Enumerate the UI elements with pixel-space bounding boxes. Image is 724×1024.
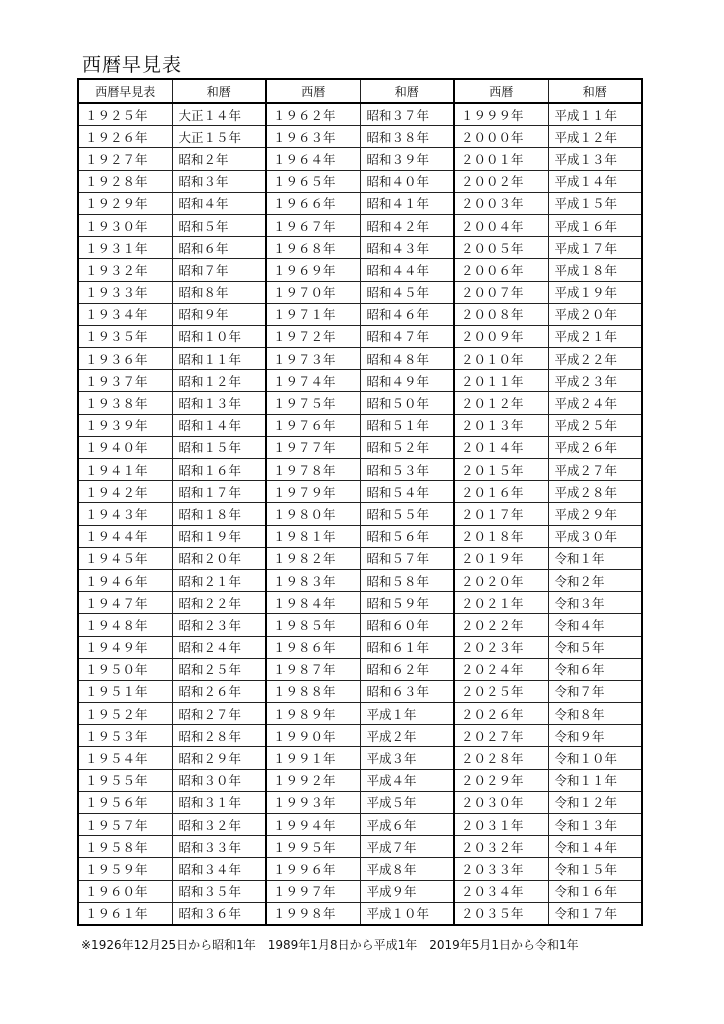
- western-year-cell: ２０２０年: [454, 569, 548, 591]
- japanese-era-cell: 昭和４９年: [360, 370, 454, 392]
- japanese-era-cell: 平成１５年: [548, 192, 642, 214]
- japanese-era-cell: 令和１７年: [548, 902, 642, 925]
- western-year-cell: １９８６年: [266, 636, 360, 658]
- western-year-cell: ２０１６年: [454, 481, 548, 503]
- japanese-era-cell: 平成４年: [360, 769, 454, 791]
- western-year-cell: ２０２３年: [454, 636, 548, 658]
- western-year-cell: １９８８年: [266, 680, 360, 702]
- japanese-era-cell: 昭和１５年: [172, 436, 266, 458]
- western-year-cell: １９７５年: [266, 392, 360, 414]
- table-row: [78, 747, 642, 769]
- western-year-cell: １９８７年: [266, 658, 360, 680]
- table-row: [78, 703, 642, 725]
- japanese-era-cell: 昭和５７年: [360, 547, 454, 569]
- japanese-era-cell: 昭和２９年: [172, 747, 266, 769]
- japanese-era-cell: 昭和４年: [172, 192, 266, 214]
- western-year-cell: １９７２年: [266, 325, 360, 347]
- japanese-era-cell: 平成１０年: [360, 902, 454, 925]
- table-row: [78, 126, 642, 148]
- japanese-era-cell: 平成２７年: [548, 459, 642, 481]
- japanese-era-cell: 昭和１８年: [172, 503, 266, 525]
- japanese-era-cell: 令和６年: [548, 658, 642, 680]
- japanese-era-cell: 昭和２１年: [172, 569, 266, 591]
- western-year-cell: １９８２年: [266, 547, 360, 569]
- japanese-era-cell: 昭和１１年: [172, 348, 266, 370]
- japanese-era-cell: 昭和６年: [172, 237, 266, 259]
- japanese-era-cell: 平成２０年: [548, 303, 642, 325]
- japanese-era-cell: 昭和２４年: [172, 636, 266, 658]
- western-year-cell: １９７４年: [266, 370, 360, 392]
- japanese-era-cell: 令和２年: [548, 569, 642, 591]
- japanese-era-cell: 昭和５５年: [360, 503, 454, 525]
- header-cell: 西暦: [454, 79, 548, 103]
- western-year-cell: ２０２６年: [454, 703, 548, 725]
- japanese-era-cell: 昭和３９年: [360, 148, 454, 170]
- table-row: [78, 436, 642, 458]
- japanese-era-cell: 昭和１９年: [172, 525, 266, 547]
- western-year-cell: １９３０年: [78, 214, 172, 236]
- japanese-era-cell: 昭和５４年: [360, 481, 454, 503]
- western-year-cell: ２０２１年: [454, 592, 548, 614]
- western-year-cell: １９７３年: [266, 348, 360, 370]
- western-year-cell: １９４３年: [78, 503, 172, 525]
- japanese-era-cell: 昭和３１年: [172, 791, 266, 813]
- japanese-era-cell: 昭和３年: [172, 170, 266, 192]
- western-year-cell: １９７７年: [266, 436, 360, 458]
- era-start-note: ※1926年12月25日から昭和1年 1989年1月8日から平成1年 2019年5月1日から令和1年: [81, 938, 579, 952]
- japanese-era-cell: 大正１５年: [172, 126, 266, 148]
- japanese-era-cell: 昭和２６年: [172, 680, 266, 702]
- japanese-era-cell: 昭和３２年: [172, 814, 266, 836]
- japanese-era-cell: 平成３年: [360, 747, 454, 769]
- western-year-cell: ２０２７年: [454, 725, 548, 747]
- japanese-era-cell: 令和１０年: [548, 747, 642, 769]
- western-year-cell: １９３３年: [78, 281, 172, 303]
- header-cell: 和暦: [172, 79, 266, 103]
- table-row: [78, 148, 642, 170]
- western-year-cell: １９９６年: [266, 858, 360, 880]
- japanese-era-cell: 昭和１６年: [172, 459, 266, 481]
- western-year-cell: １９４４年: [78, 525, 172, 547]
- western-year-cell: １９３８年: [78, 392, 172, 414]
- table-row: [78, 592, 642, 614]
- western-year-cell: １９５１年: [78, 680, 172, 702]
- western-year-cell: ２０３５年: [454, 902, 548, 925]
- page-title: 西暦早見表: [82, 54, 183, 76]
- japanese-era-cell: 令和１５年: [548, 858, 642, 880]
- japanese-era-cell: 令和９年: [548, 725, 642, 747]
- western-year-cell: １９９８年: [266, 902, 360, 925]
- western-year-cell: １９９１年: [266, 747, 360, 769]
- japanese-era-cell: 昭和３８年: [360, 126, 454, 148]
- table-row: [78, 680, 642, 702]
- western-year-cell: ２０１２年: [454, 392, 548, 414]
- western-year-cell: １９８１年: [266, 525, 360, 547]
- japanese-era-cell: 令和１２年: [548, 791, 642, 813]
- japanese-era-cell: 昭和２５年: [172, 658, 266, 680]
- table-row: [78, 503, 642, 525]
- western-year-cell: １９９７年: [266, 880, 360, 902]
- japanese-era-cell: 昭和６２年: [360, 658, 454, 680]
- japanese-era-cell: 平成１２年: [548, 126, 642, 148]
- western-year-cell: １９６０年: [78, 880, 172, 902]
- japanese-era-cell: 平成１６年: [548, 214, 642, 236]
- western-year-cell: １９２８年: [78, 170, 172, 192]
- japanese-era-cell: 昭和３６年: [172, 902, 266, 925]
- japanese-era-cell: 平成２３年: [548, 370, 642, 392]
- table-row: [78, 392, 642, 414]
- table-row: [78, 836, 642, 858]
- western-year-cell: １９３２年: [78, 259, 172, 281]
- year-conversion-table: [77, 78, 643, 926]
- western-year-cell: ２０１０年: [454, 348, 548, 370]
- table-row: [78, 636, 642, 658]
- western-year-cell: １９６５年: [266, 170, 360, 192]
- japanese-era-cell: 昭和３４年: [172, 858, 266, 880]
- table-row: [78, 459, 642, 481]
- japanese-era-cell: 昭和５３年: [360, 459, 454, 481]
- japanese-era-cell: 平成２９年: [548, 503, 642, 525]
- japanese-era-cell: 平成２４年: [548, 392, 642, 414]
- western-year-cell: １９６４年: [266, 148, 360, 170]
- japanese-era-cell: 昭和６３年: [360, 680, 454, 702]
- header-cell: 西暦早見表: [78, 79, 172, 103]
- western-year-cell: １９４７年: [78, 592, 172, 614]
- japanese-era-cell: 昭和３５年: [172, 880, 266, 902]
- western-year-cell: ２０１５年: [454, 459, 548, 481]
- japanese-era-cell: 昭和４６年: [360, 303, 454, 325]
- table-row: [78, 237, 642, 259]
- western-year-cell: １９８０年: [266, 503, 360, 525]
- western-year-cell: １９９４年: [266, 814, 360, 836]
- western-year-cell: ２０２２年: [454, 614, 548, 636]
- western-year-cell: １９３９年: [78, 414, 172, 436]
- western-year-cell: １９５０年: [78, 658, 172, 680]
- western-year-cell: ２０２４年: [454, 658, 548, 680]
- table-row: [78, 348, 642, 370]
- table-row: [78, 325, 642, 347]
- western-year-cell: １９２５年: [78, 103, 172, 126]
- japanese-era-cell: 平成６年: [360, 814, 454, 836]
- western-year-cell: １９８３年: [266, 569, 360, 591]
- header-cell: 西暦: [266, 79, 360, 103]
- western-year-cell: １９６６年: [266, 192, 360, 214]
- table-row: [78, 370, 642, 392]
- western-year-cell: １９４２年: [78, 481, 172, 503]
- western-year-cell: １９６７年: [266, 214, 360, 236]
- japanese-era-cell: 令和４年: [548, 614, 642, 636]
- western-year-cell: １９９９年: [454, 103, 548, 126]
- japanese-era-cell: 昭和６１年: [360, 636, 454, 658]
- table-row: [78, 858, 642, 880]
- western-year-cell: １９７９年: [266, 481, 360, 503]
- western-year-cell: １９６３年: [266, 126, 360, 148]
- western-year-cell: １９４１年: [78, 459, 172, 481]
- western-year-cell: １９５８年: [78, 836, 172, 858]
- western-year-cell: ２０３２年: [454, 836, 548, 858]
- japanese-era-cell: 昭和５２年: [360, 436, 454, 458]
- japanese-era-cell: 昭和５６年: [360, 525, 454, 547]
- japanese-era-cell: 昭和４２年: [360, 214, 454, 236]
- table-row: [78, 769, 642, 791]
- table-row: [78, 214, 642, 236]
- western-year-cell: ２００４年: [454, 214, 548, 236]
- japanese-era-cell: 令和１年: [548, 547, 642, 569]
- western-year-cell: ２０００年: [454, 126, 548, 148]
- header-cell: 和暦: [360, 79, 454, 103]
- japanese-era-cell: 昭和１２年: [172, 370, 266, 392]
- table-header-row: [78, 79, 642, 103]
- western-year-cell: １９５９年: [78, 858, 172, 880]
- table-row: [78, 192, 642, 214]
- japanese-era-cell: 平成１８年: [548, 259, 642, 281]
- western-year-cell: １９３６年: [78, 348, 172, 370]
- japanese-era-cell: 昭和３３年: [172, 836, 266, 858]
- japanese-era-cell: 平成１１年: [548, 103, 642, 126]
- japanese-era-cell: 昭和４５年: [360, 281, 454, 303]
- japanese-era-cell: 昭和８年: [172, 281, 266, 303]
- table-row: [78, 281, 642, 303]
- japanese-era-cell: 昭和２年: [172, 148, 266, 170]
- western-year-cell: １９２９年: [78, 192, 172, 214]
- table-row: [78, 658, 642, 680]
- japanese-era-cell: 昭和４８年: [360, 348, 454, 370]
- western-year-cell: ２０１１年: [454, 370, 548, 392]
- western-year-cell: ２０３３年: [454, 858, 548, 880]
- western-year-cell: ２０２８年: [454, 747, 548, 769]
- japanese-era-cell: 昭和２３年: [172, 614, 266, 636]
- western-year-cell: ２００６年: [454, 259, 548, 281]
- japanese-era-cell: 平成２８年: [548, 481, 642, 503]
- western-year-cell: １９７１年: [266, 303, 360, 325]
- japanese-era-cell: 平成２年: [360, 725, 454, 747]
- western-year-cell: １９５３年: [78, 725, 172, 747]
- western-year-cell: ２００９年: [454, 325, 548, 347]
- table-row: [78, 259, 642, 281]
- western-year-cell: １９６１年: [78, 902, 172, 925]
- western-year-cell: １９７６年: [266, 414, 360, 436]
- western-year-cell: ２０３４年: [454, 880, 548, 902]
- western-year-cell: １９４９年: [78, 636, 172, 658]
- japanese-era-cell: 平成７年: [360, 836, 454, 858]
- japanese-era-cell: 昭和４４年: [360, 259, 454, 281]
- japanese-era-cell: 昭和７年: [172, 259, 266, 281]
- western-year-cell: １９７８年: [266, 459, 360, 481]
- japanese-era-cell: 昭和９年: [172, 303, 266, 325]
- western-year-cell: １９８５年: [266, 614, 360, 636]
- japanese-era-cell: 令和１３年: [548, 814, 642, 836]
- japanese-era-cell: 令和３年: [548, 592, 642, 614]
- western-year-cell: ２００１年: [454, 148, 548, 170]
- japanese-era-cell: 昭和４３年: [360, 237, 454, 259]
- japanese-era-cell: 昭和２７年: [172, 703, 266, 725]
- japanese-era-cell: 令和１６年: [548, 880, 642, 902]
- western-year-cell: １９４０年: [78, 436, 172, 458]
- japanese-era-cell: 昭和６０年: [360, 614, 454, 636]
- japanese-era-cell: 昭和２２年: [172, 592, 266, 614]
- table-row: [78, 569, 642, 591]
- western-year-cell: １９４６年: [78, 569, 172, 591]
- western-year-cell: ２０１７年: [454, 503, 548, 525]
- western-year-cell: ２０１８年: [454, 525, 548, 547]
- western-year-cell: ２０３１年: [454, 814, 548, 836]
- japanese-era-cell: 昭和４７年: [360, 325, 454, 347]
- japanese-era-cell: 昭和４０年: [360, 170, 454, 192]
- table-row: [78, 303, 642, 325]
- japanese-era-cell: 平成２２年: [548, 348, 642, 370]
- western-year-cell: １９４８年: [78, 614, 172, 636]
- japanese-era-cell: 昭和４１年: [360, 192, 454, 214]
- japanese-era-cell: 昭和５１年: [360, 414, 454, 436]
- table-row: [78, 814, 642, 836]
- japanese-era-cell: 平成５年: [360, 791, 454, 813]
- japanese-era-cell: 昭和３７年: [360, 103, 454, 126]
- table-row: [78, 880, 642, 902]
- western-year-cell: １９３４年: [78, 303, 172, 325]
- western-year-cell: ２００８年: [454, 303, 548, 325]
- japanese-era-cell: 平成１９年: [548, 281, 642, 303]
- western-year-cell: １９７０年: [266, 281, 360, 303]
- western-year-cell: １９６８年: [266, 237, 360, 259]
- western-year-cell: １９３１年: [78, 237, 172, 259]
- western-year-cell: １９２７年: [78, 148, 172, 170]
- japanese-era-cell: 令和１１年: [548, 769, 642, 791]
- table-row: [78, 103, 642, 126]
- table-row: [78, 481, 642, 503]
- japanese-era-cell: 令和７年: [548, 680, 642, 702]
- japanese-era-cell: 平成２５年: [548, 414, 642, 436]
- western-year-cell: １９６９年: [266, 259, 360, 281]
- japanese-era-cell: 昭和３０年: [172, 769, 266, 791]
- western-year-cell: １９５７年: [78, 814, 172, 836]
- table-row: [78, 791, 642, 813]
- table-row: [78, 414, 642, 436]
- western-year-cell: １９９３年: [266, 791, 360, 813]
- japanese-era-cell: 平成８年: [360, 858, 454, 880]
- western-year-cell: １９４５年: [78, 547, 172, 569]
- japanese-era-cell: 昭和２０年: [172, 547, 266, 569]
- western-year-cell: １９９２年: [266, 769, 360, 791]
- western-year-cell: １９３５年: [78, 325, 172, 347]
- japanese-era-cell: 昭和５８年: [360, 569, 454, 591]
- japanese-era-cell: 昭和５９年: [360, 592, 454, 614]
- table-body: [78, 103, 642, 925]
- japanese-era-cell: 昭和１７年: [172, 481, 266, 503]
- western-year-cell: ２０２９年: [454, 769, 548, 791]
- western-year-cell: ２０３０年: [454, 791, 548, 813]
- western-year-cell: ２００５年: [454, 237, 548, 259]
- japanese-era-cell: 平成１７年: [548, 237, 642, 259]
- table-row: [78, 547, 642, 569]
- western-year-cell: ２００７年: [454, 281, 548, 303]
- japanese-era-cell: 令和８年: [548, 703, 642, 725]
- header-cell: 和暦: [548, 79, 642, 103]
- japanese-era-cell: 平成３０年: [548, 525, 642, 547]
- western-year-cell: １９５５年: [78, 769, 172, 791]
- japanese-era-cell: 平成２１年: [548, 325, 642, 347]
- western-year-cell: １９５２年: [78, 703, 172, 725]
- western-year-cell: ２００３年: [454, 192, 548, 214]
- japanese-era-cell: 平成９年: [360, 880, 454, 902]
- western-year-cell: １９５４年: [78, 747, 172, 769]
- western-year-cell: １９９５年: [266, 836, 360, 858]
- japanese-era-cell: 平成２６年: [548, 436, 642, 458]
- western-year-cell: １９５６年: [78, 791, 172, 813]
- japanese-era-cell: 昭和５年: [172, 214, 266, 236]
- western-year-cell: １９３７年: [78, 370, 172, 392]
- western-year-cell: ２０１９年: [454, 547, 548, 569]
- western-year-cell: １９９０年: [266, 725, 360, 747]
- japanese-era-cell: 令和１４年: [548, 836, 642, 858]
- japanese-era-cell: 令和５年: [548, 636, 642, 658]
- japanese-era-cell: 大正１４年: [172, 103, 266, 126]
- western-year-cell: １９８４年: [266, 592, 360, 614]
- japanese-era-cell: 平成１４年: [548, 170, 642, 192]
- table-row: [78, 614, 642, 636]
- western-year-cell: １９２６年: [78, 126, 172, 148]
- japanese-era-cell: 昭和５０年: [360, 392, 454, 414]
- japanese-era-cell: 昭和１４年: [172, 414, 266, 436]
- western-year-cell: ２００２年: [454, 170, 548, 192]
- japanese-era-cell: 昭和１３年: [172, 392, 266, 414]
- table-row: [78, 525, 642, 547]
- table-row: [78, 725, 642, 747]
- table-row: [78, 170, 642, 192]
- western-year-cell: １９６２年: [266, 103, 360, 126]
- western-year-cell: ２０２５年: [454, 680, 548, 702]
- japanese-era-cell: 昭和１０年: [172, 325, 266, 347]
- japanese-era-cell: 平成１年: [360, 703, 454, 725]
- japanese-era-cell: 平成１３年: [548, 148, 642, 170]
- japanese-era-cell: 昭和２８年: [172, 725, 266, 747]
- western-year-cell: ２０１４年: [454, 436, 548, 458]
- western-year-cell: ２０１３年: [454, 414, 548, 436]
- table-row: [78, 902, 642, 925]
- western-year-cell: １９８９年: [266, 703, 360, 725]
